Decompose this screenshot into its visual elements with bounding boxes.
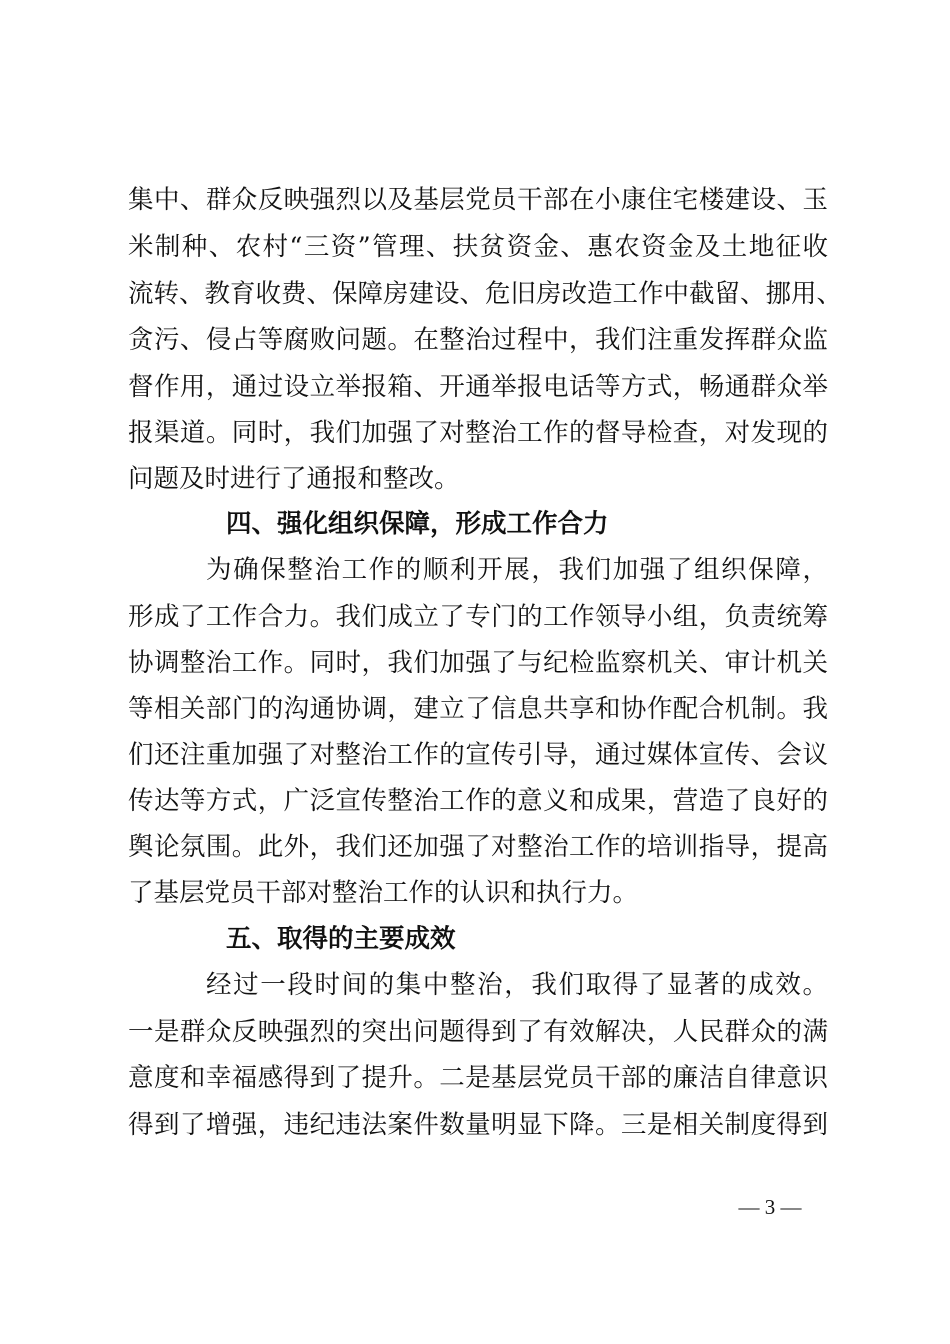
- paragraph-line: 意度和幸福感得到了提升。二是基层党员干部的廉洁自律意识: [128, 1063, 828, 1093]
- section-heading: 四、强化组织保障，形成工作合力: [226, 509, 609, 539]
- paragraph-line: 了基层党员干部对整治工作的认识和执行力。: [128, 878, 639, 908]
- section-heading: 五、取得的主要成效: [226, 924, 456, 954]
- paragraph-line: 们还注重加强了对整治工作的宣传引导，通过媒体宣传、会议: [128, 740, 828, 770]
- paragraph-line: 贪污、侵占等腐败问题。在整治过程中，我们注重发挥群众监: [128, 325, 828, 355]
- paragraph-line: 传达等方式，广泛宣传整治工作的意义和成果，营造了良好的: [128, 786, 828, 816]
- page-number: — 3 —: [738, 1195, 802, 1219]
- paragraph-line: 舆论氛围。此外，我们还加强了对整治工作的培训指导，提高: [128, 832, 828, 862]
- paragraph-line: 协调整治工作。同时，我们加强了与纪检监察机关、审计机关: [128, 648, 828, 678]
- paragraph-line: 问题及时进行了通报和整改。: [128, 464, 460, 494]
- paragraph-line: 集中、群众反映强烈以及基层党员干部在小康住宅楼建设、玉: [128, 185, 828, 215]
- paragraph-line: 等相关部门的沟通协调，建立了信息共享和协作配合机制。我: [128, 694, 828, 724]
- paragraph-line: 一是群众反映强烈的突出问题得到了有效解决，人民群众的满: [128, 1017, 828, 1047]
- paragraph-line: 流转、教育收费、保障房建设、危旧房改造工作中截留、挪用、: [128, 279, 843, 309]
- paragraph-line: 报渠道。同时，我们加强了对整治工作的督导检查，对发现的: [128, 418, 828, 448]
- paragraph-line: 经过一段时间的集中整治，我们取得了显著的成效。: [206, 970, 828, 1000]
- paragraph-line: 形成了工作合力。我们成立了专门的工作领导小组，负责统筹: [128, 602, 828, 632]
- paragraph-line: 督作用，通过设立举报箱、开通举报电话等方式，畅通群众举: [128, 372, 828, 402]
- paragraph-line: 得到了增强，违纪违法案件数量明显下降。三是相关制度得到: [128, 1110, 828, 1140]
- paragraph-line: 米制种、农村“三资”管理、扶贫资金、惠农资金及土地征收: [128, 232, 828, 262]
- paragraph-line: 为确保整治工作的顺利开展，我们加强了组织保障，: [206, 555, 828, 585]
